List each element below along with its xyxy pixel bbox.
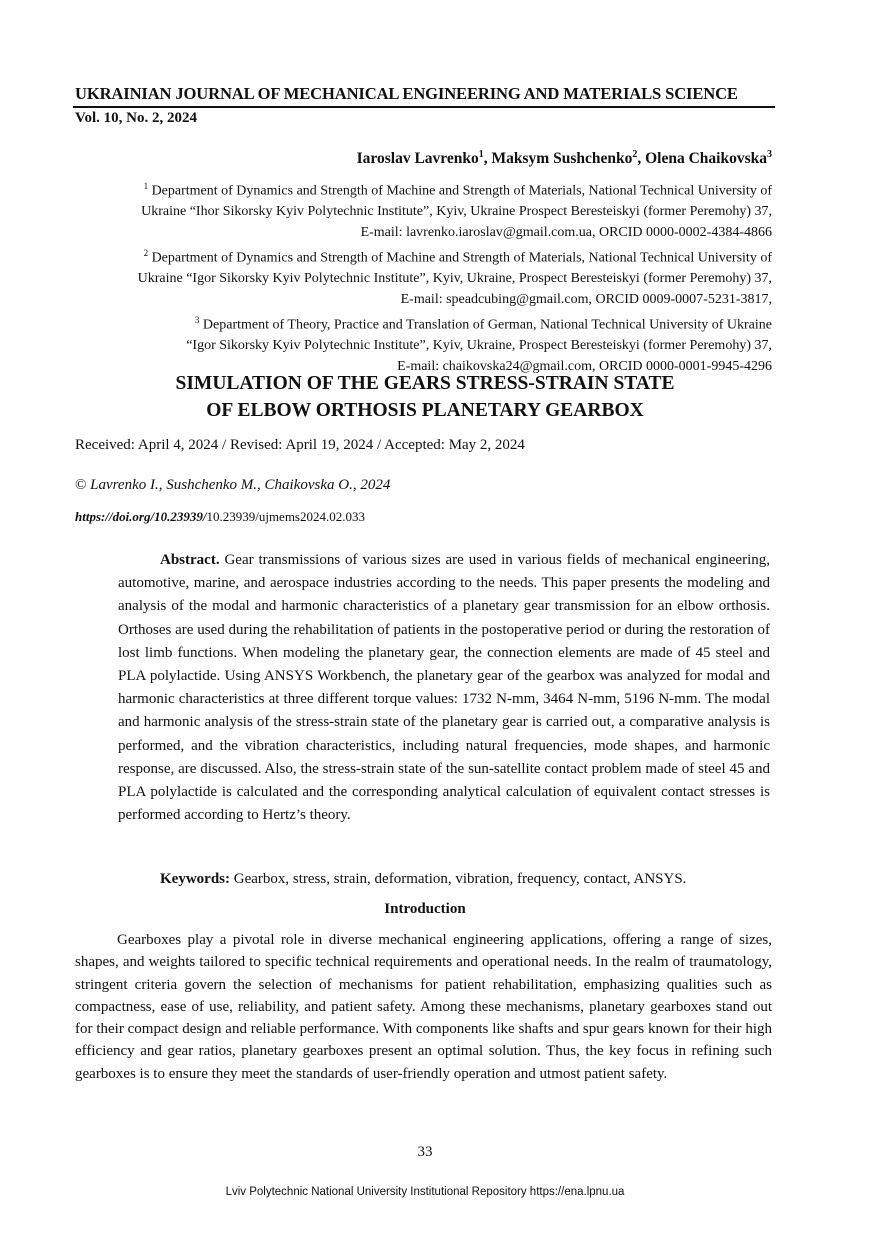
affiliation-text: Department of Theory, Practice and Translation of German, National Technical University of Ukraine <box>199 317 772 333</box>
author-list <box>357 149 772 168</box>
affiliation-line: Ukraine “Igor Sikorsky Kyiv Polytechnic Institute”, Kyiv, Ukraine, Prospect Beresteiskyi (former Peremohy) 37, <box>137 271 772 287</box>
paper-title-line-2: OF ELBOW ORTHOSIS PLANETARY GEARBOX <box>206 400 644 421</box>
affiliation-line <box>72 243 772 269</box>
copyright-text: Lavrenko I., Sushchenko M., Chaikovska O., 2024 <box>86 477 391 493</box>
keywords-text: Gearbox, stress, strain, deformation, vibration, frequency, contact, ANSYS. <box>230 871 687 887</box>
keywords-label: Keywords: <box>160 871 230 887</box>
author-separator: , <box>637 150 646 168</box>
affiliations <box>72 176 772 377</box>
copyright-icon: © <box>75 477 87 493</box>
affiliation-line <box>72 310 772 336</box>
affiliation-marker: 3 <box>194 315 200 326</box>
volume-issue: Vol. 10, No. 2, 2024 <box>75 110 197 126</box>
copyright-notice <box>75 477 390 494</box>
paper-title <box>75 370 775 424</box>
author-affiliation-marker: 2 <box>632 149 638 160</box>
journal-title: UKRAINIAN JOURNAL OF MECHANICAL ENGINEERING AND MATERIALS SCIENCE <box>75 84 738 103</box>
introduction-paragraph: Gearboxes play a pivotal role in diverse mechanical engineering applications, offering a range of sizes, shapes, and weights tailored to specific technical requirements and operational needs. In the realm of traumatology, stringent criteria govern the selection of mechanisms for patient rehabilitation, emphasizing qualities such as compactness, ease of use, reliability, and patient safety. Among these mechanisms, planetary gearboxes stand out for their compact design and reliable performance. With components like shafts and spur gears known for their high efficiency and gear ratios, planetary gearboxes present an optimal solution. Thus, the key focus in refining such gearboxes is to ensure they meet the standards of user-friendly operation and utmost patient safety. <box>75 932 772 1082</box>
affiliation-marker: 1 <box>143 181 149 191</box>
abstract <box>118 549 770 827</box>
doi-link[interactable] <box>75 509 365 525</box>
abstract-label: Abstract. <box>160 552 220 568</box>
section-heading-introduction: Introduction <box>384 901 466 917</box>
submission-dates: Received: April 4, 2024 / Revised: April 19, 2024 / Accepted: May 2, 2024 <box>75 437 525 453</box>
doi-prefix[interactable]: https://doi.org/10.23939/ <box>75 509 207 524</box>
doi-suffix[interactable]: 10.23939/ujmems2024.02.033 <box>206 509 365 524</box>
keywords <box>160 871 686 888</box>
affiliation-line <box>72 176 772 202</box>
affiliation-line: Ukraine “Ihor Sikorsky Kyiv Polytechnic Institute”, Kyiv, Ukraine Prospect Beresteiskyi (former Peremohy) 37, <box>141 204 772 220</box>
author-name: Maksym Sushchenko <box>491 150 633 168</box>
page-number: 33 <box>417 1144 433 1160</box>
author-name: Olena Chaikovska <box>645 150 767 168</box>
affiliation-contact: E-mail: speadcubing@gmail.com, ORCID 0009-0007-5231-3817, <box>400 291 772 307</box>
affiliation-line: “Igor Sikorsky Kyiv Polytechnic Institute”, Kyiv, Ukraine, Prospect Beresteiskyi (former Peremohy) 37, <box>186 338 772 354</box>
repository-footer: Lviv Polytechnic National University Institutional Repository https://ena.lpnu.ua <box>225 1186 625 1198</box>
author-name: Iaroslav Lavrenko <box>356 150 479 168</box>
author-affiliation-marker: 1 <box>478 149 484 160</box>
author-separator: , <box>483 150 492 168</box>
affiliation-text: Department of Dynamics and Strength of Machine and Strength of Materials, National Technical University of <box>148 250 772 266</box>
paper-title-line-1: SIMULATION OF THE GEARS STRESS-STRAIN STATE <box>175 373 675 394</box>
abstract-text: Gear transmissions of various sizes are used in various fields of mechanical engineering, automotive, marine, and aerospace industries according to the needs. This paper presents the modeling and analysis of the modal and harmonic characteristics of a planetary gear transmission for an elbow orthosis. Orthoses are used during the rehabilitation of patients in the postoperative period or during the restoration of lost limb functions. When modeling the planetary gear, the connection elements are made of 45 steel and PLA polylactide. Using ANSYS Workbench, the planetary gear of the gearbox was analyzed for modal and harmonic characteristics at three different torque values: 1732 N-mm, 3464 N-mm, 5196 N-mm. The modal and harmonic analysis of the stress-strain state of the planetary gear is carried out, a comparative analysis is performed, and the vibration characteristics, including natural frequencies, mode shapes, and harmonic response, are discussed. Also, the stress-strain state of the sun-satellite contact problem made of steel 45 and PLA polylactide is calculated and the corresponding analytical calculation of equivalent contact stresses is performed according to Hertz’s theory. <box>118 552 770 824</box>
affiliation-contact: E-mail: chaikovska24@gmail.com, ORCID 0000-0001-9945-4296 <box>397 358 772 374</box>
header-rule <box>73 106 775 108</box>
affiliation-marker: 2 <box>143 248 149 259</box>
affiliation-contact: E-mail: lavrenko.iaroslav@gmail.com.ua, ORCID 0000-0002-4384-4866 <box>360 224 772 240</box>
affiliation-text: Department of Dynamics and Strength of Machine and Strength of Materials, National Technical University of <box>148 183 772 199</box>
author-affiliation-marker: 3 <box>767 149 772 160</box>
